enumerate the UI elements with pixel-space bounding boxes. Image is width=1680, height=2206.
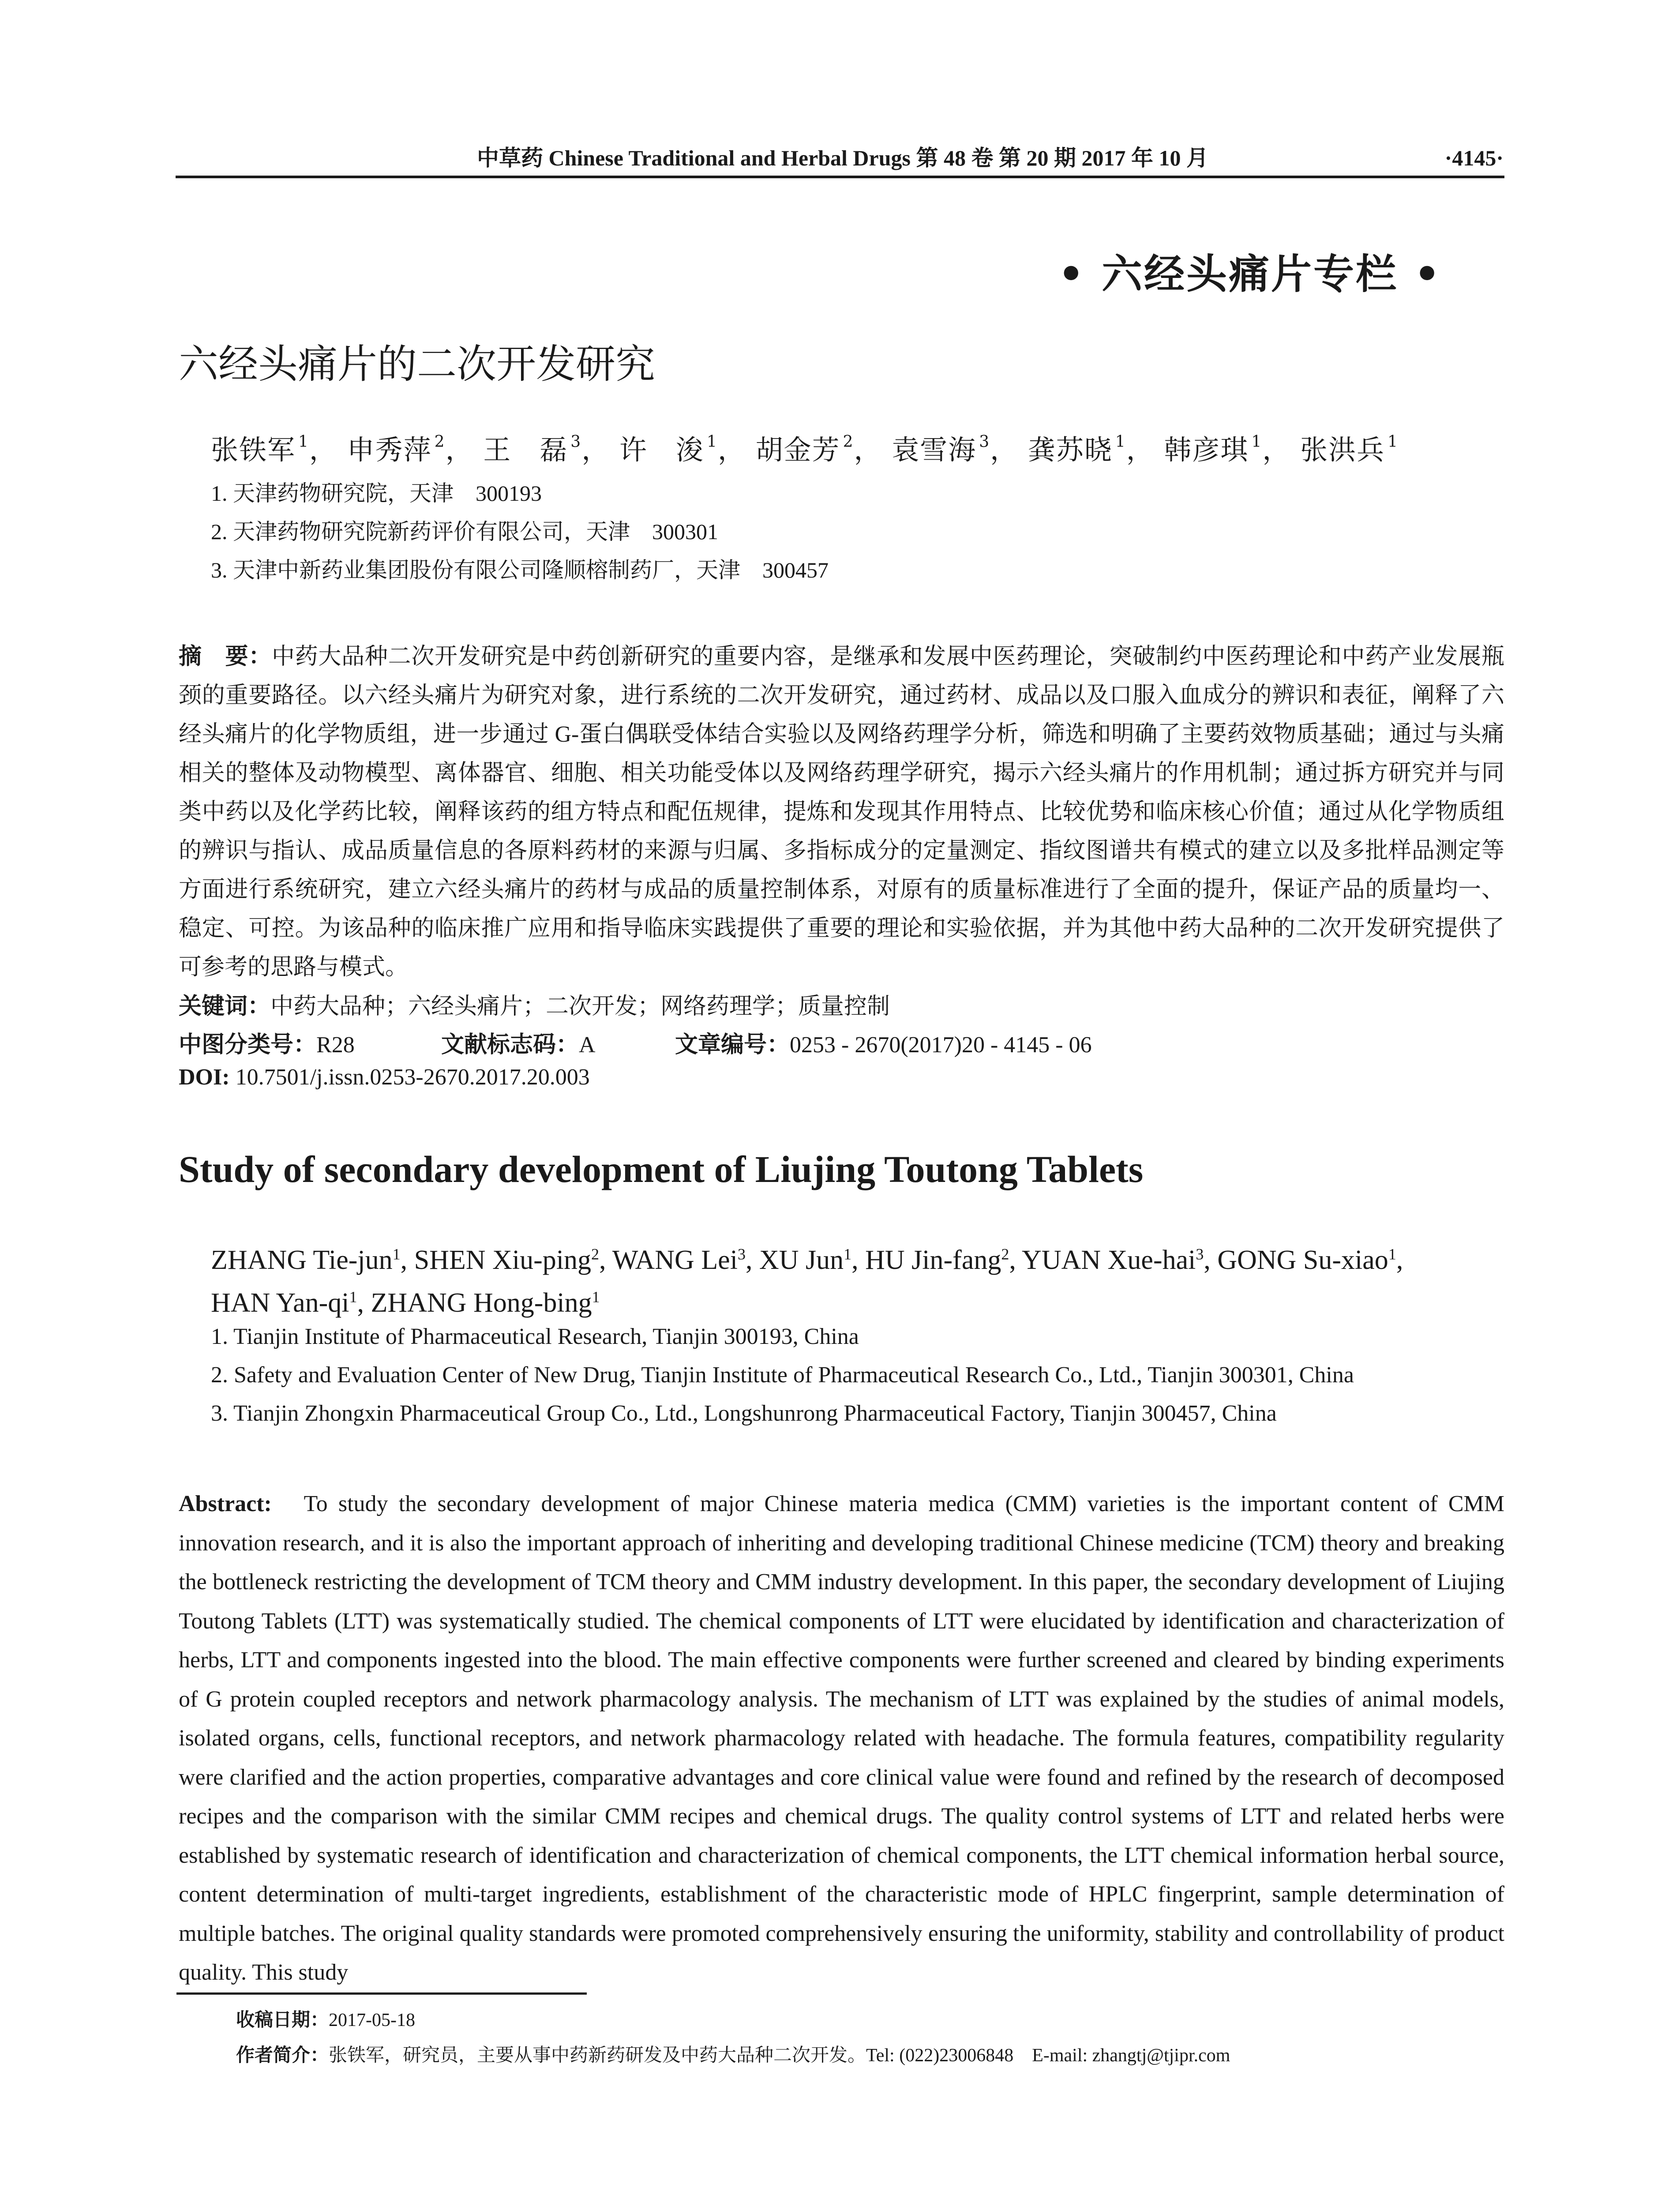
cn-author: 袁雪海 $^3$ [892,433,990,466]
doi: DOI: 10.7501/j.issn.0253-2670.2017.20.003 [179,1065,590,1090]
cn-affiliation: 1. 天津药物研究院，天津 300193 [211,481,542,506]
cn-author: 韩彦琪 $^1$ [1164,433,1263,466]
received-date: 收稿日期：2017-05-18 [236,2010,415,2030]
cn-author: 龚苏晓 $^1$ [1028,433,1126,466]
en-author: ZHANG Tie-jun$^1$ [211,1245,401,1275]
journal-header: 中草药 Chinese Traditional and Herbal Drugs 第 48 卷 第 20 期 2017 年 10 月 [477,146,1208,170]
en-author: GONG Su-xiao$^1$ [1217,1245,1396,1275]
en-abstract-text: To study the secondary development of major Chinese materia medica (CMM) varieties is the important content of CMM innovation research, and it is also the important approach of inheriting and developing traditional Chinese medicine (TCM) theory and breaking the bottleneck restricting the development of TCM theory and CMM industry development. In this paper, the secondary development of Liujing Toutong Tablets (LTT) was systematically studied. The chemical components of LTT were elucidated by identification and characterization of herbs, LTT and components ingested into the blood. The main effective components were further screened and cleared by binding experiments of G protein coupled receptors and network pharmacology analysis. The mechanism of LTT was explained by the studies of animal models, isolated organs, cells, functional receptors, and network pharmacology related with headache. The formula features, compatibility regularity were clarified and the action properties, comparative advantages and core clinical value were found and refined by the research of decomposed recipes and the comparison with the similar CMM recipes and chemical drugs. The quality control systems of LTT and related herbs were established by systematic research of identification and characterization of chemical components, the LTT chemical information herbal source, content determination of multi-target ingredients, establishment of the characteristic mode of HPLC fingerprint, sample determination of multiple batches. The original quality standards were promoted comprehensively ensuring the uniformity, stability and controllability of product quality. This study [179,1491,1505,1985]
en-author-list: ZHANG Tie-jun$^1$, SHEN Xiu-ping$^2$, WANG Lei$^3$, XU Jun$^1$, HU Jin-fang$^2$, YUAN Xue-hai$^3$, GONG Su-xiao$^1$, HAN Yan-$qi^1$, ZHANG Hong-bing$^1$ [211,1245,1403,1318]
cn-author-list: 张铁军 $^1$， 申秀萍 $^2$， 王 磊 $^3$， 许 浚 $^1$， 胡金芳 $^2$， 袁雪海 $^3$， 龚苏晓 $^1$， 韩彦琪 $^1$， 张洪兵 $^1$ [211,433,1399,466]
author-bio: 作者简介：张铁军，研究员，主要从事中药新药研发及中药大品种二次开发。Tel: (022)23006848 E-mail: zhangtj@tjipr.com [236,2045,1230,2066]
cn-affiliation: 3. 天津中新药业集团股份有限公司隆顺榕制药厂，天津 300457 [211,558,829,582]
en-abstract-label: Abstract: [179,1491,272,1516]
cn-clc: 中图分类号：R28 [179,1032,355,1058]
en-author: YUAN Xue-hai$^3$ [1022,1245,1204,1275]
cn-keywords: 关键词：中药大品种；六经头痛片；二次开发；网络药理学；质量控制 [179,994,890,1019]
cn-doc-code: 文献标志码：A [441,1032,596,1058]
cn-abstract [179,638,1504,987]
cn-affiliation: 2. 天津药物研究院新药评价有限公司，天津 300301 [211,519,718,544]
en-abstract [179,1485,1504,1992]
cn-author: 申秀萍 $^2$ [347,433,446,466]
cn-author: 许 浚 $^1$ [619,433,718,466]
en-author: SHEN Xiu-ping$^2$ [414,1245,599,1275]
en-author: ZHANG Hong-bing$^1$ [371,1288,600,1318]
cn-article-number: 文章编号：0253 - 2670(2017)20 - 4145 - 06 [675,1032,1092,1058]
en-author: XU Jun$^1$ [759,1245,852,1275]
page-number: ·4145· [1444,146,1504,170]
doi-link[interactable]: 10.7501/j.issn.0253-2670.2017.20.003 [235,1065,590,1090]
column-title: • 六经头痛片专栏 • [1058,250,1442,298]
cn-author: 王 磊 $^3$ [483,433,582,466]
en-affiliation: 1. Tianjin Institute of Pharmaceutical Research, Tianjin 300193, China [211,1324,859,1349]
cn-author: 张铁军 $^1$ [211,433,309,466]
cn-title: 六经头痛片的二次开发研究 [179,341,655,387]
en-author: HAN Yan-$qi^1$ [211,1288,357,1318]
en-author: HU Jin-fang$^2$ [865,1245,1009,1275]
cn-abstract-label: 摘 要： [179,644,272,669]
en-title: Study of secondary development of Liujing Toutong Tablets [179,1148,1144,1190]
cn-abstract-text: 中药大品种二次开发研究是中药创新研究的重要内容，是继承和发展中医药理论，突破制约中医药理论和中药产业发展瓶颈的重要路径。以六经头痛片为研究对象，进行系统的二次开发研究，通过药材、成品以及口服入血成分的辨识和表征，阐释了六经头痛片的化学物质组，进一步通过 G-蛋白偶联受体结合实验以及网络药理学分析，筛选和明确了主要药效物质基础；通过与头痛相关的整体及动物模型、离体器官、细胞、相关功能受体以及网络药理学研究，揭示六经头痛片的作用机制；通过拆方研究并与同类中药以及化学药比较，阐释该药的组方特点和配伍规律，提炼和发现其作用特点、比较优势和临床核心价值；通过从化学物质组的辨识与指认、成品质量信息的各原料药材的来源与归属、多指标成分的定量测定、指纹图谱共有模式的建立以及多批样品测定等方面进行系统研究，建立六经头痛片的药材与成品的质量控制体系，对原有的质量标准进行了全面的提升，保证产品的质量均一、稳定、可控。为该品种的临床推广应用和指导临床实践提供了重要的理论和实验依据，并为其他中药大品种的二次开发研究提供了可参考的思路与模式。 [179,644,1504,980]
cn-author: 胡金芳 $^2$ [755,433,854,466]
en-affiliation: 3. Tianjin Zhongxin Pharmaceutical Group Co., Ltd., Longshunrong Pharmaceutical Factory, Tianjin 300457, China [211,1401,1277,1426]
cn-author: 张洪兵 $^1$ [1300,433,1399,466]
footnote-rule [176,1992,587,1995]
en-author: WANG Lei$^3$ [612,1245,746,1275]
header-rule [176,176,1504,178]
en-affiliation: 2. Safety and Evaluation Center of New Drug, Tianjin Institute of Pharmaceutical Research Co., Ltd., Tianjin 300301, China [211,1362,1354,1388]
